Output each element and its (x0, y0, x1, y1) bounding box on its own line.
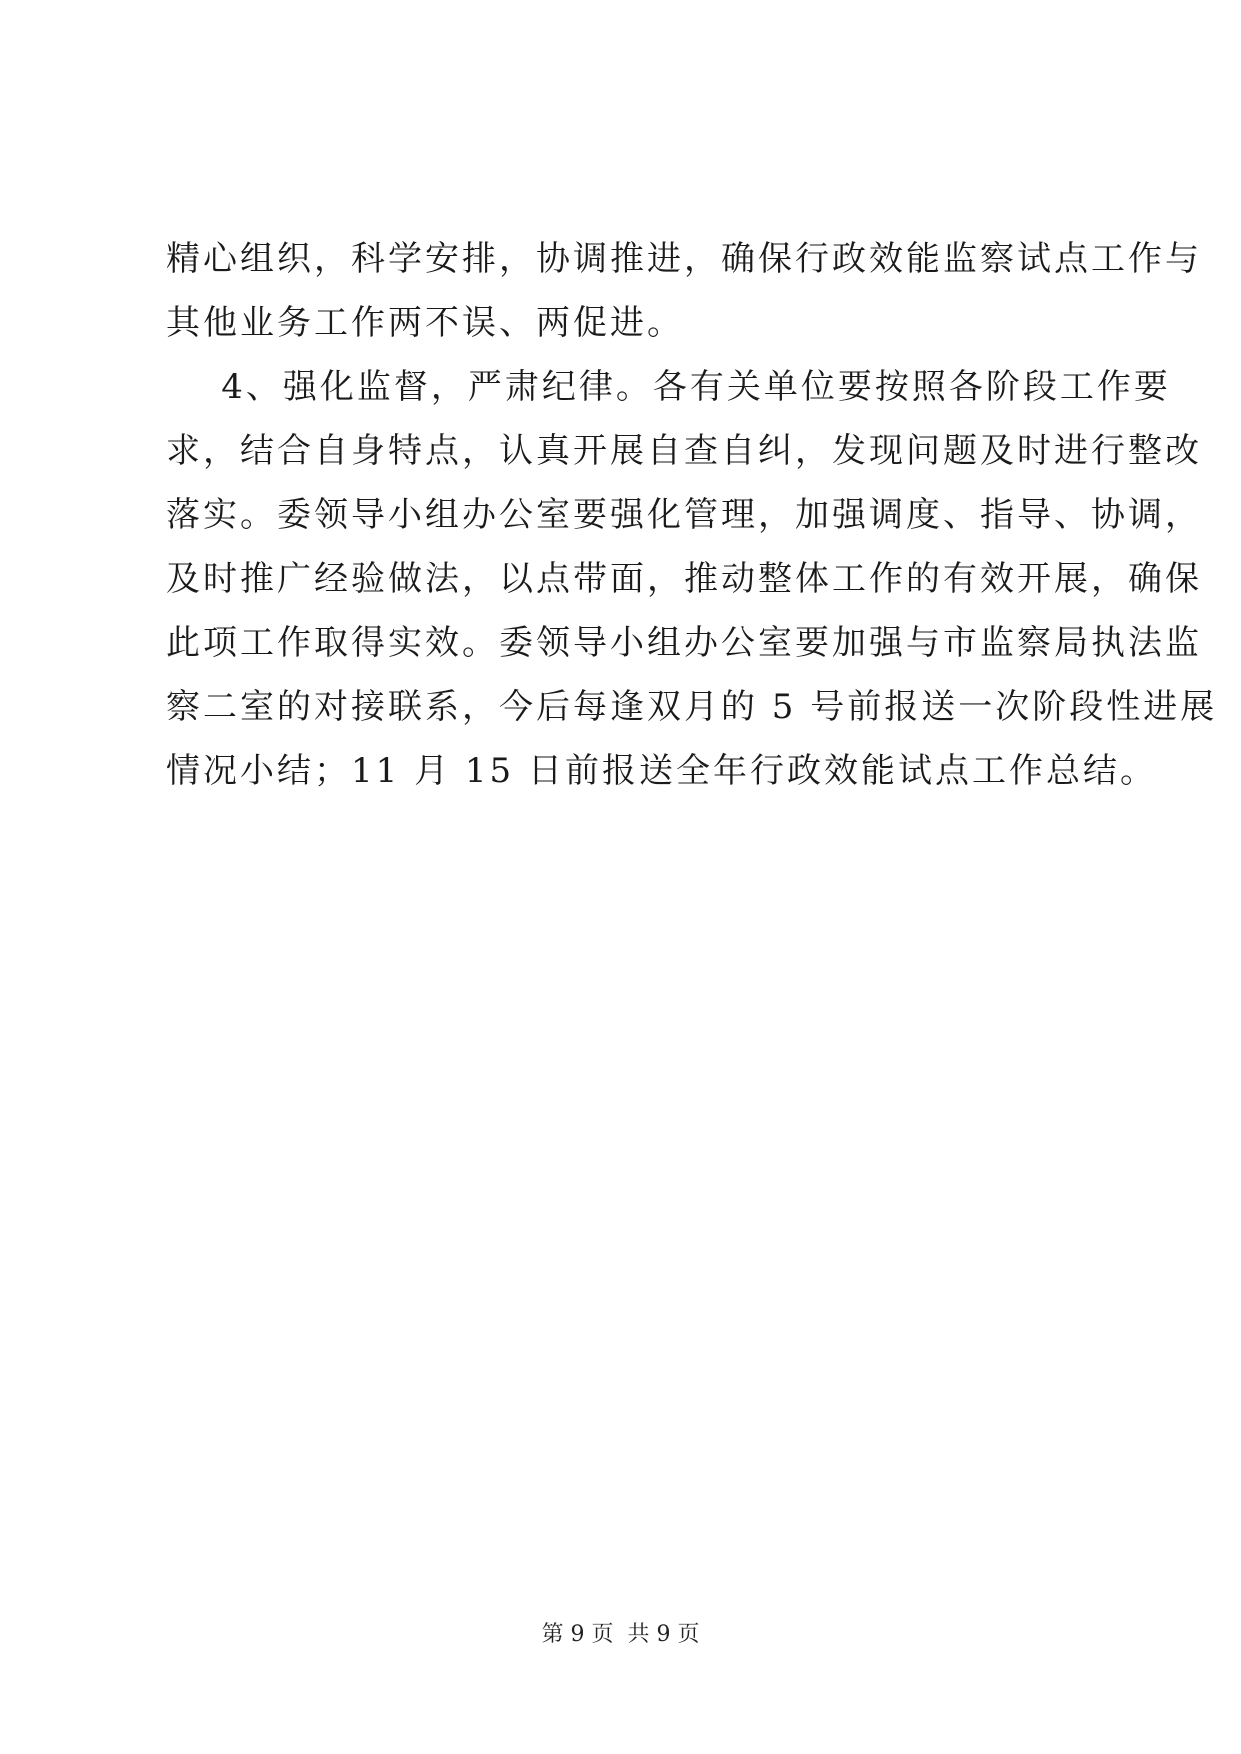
text-line: 及时推广经验做法，以点带面，推动整体工作的有效开展，确保 (166, 559, 1202, 599)
text-line: 精心组织，科学安排，协调推进，确保行政效能监察试点工作与 (166, 239, 1202, 279)
text-line: 求，结合自身特点，认真开展自查自纠，发现问题及时进行整改 (166, 431, 1202, 471)
text-line: 察二室的对接联系，今后每逢双月的 5 号前报送一次阶段性进展 (166, 687, 1218, 727)
text-line: 4、强化监督，严肃纪律。各有关单位要按照各阶段工作要 (166, 367, 1171, 407)
text-line: 情况小结；11 月 15 日前报送全年行政效能试点工作总结。 (166, 751, 1157, 791)
text-line: 此项工作取得实效。委领导小组办公室要加强与市监察局执法监 (166, 623, 1202, 663)
page-number-footer: 第 9 页 共 9 页 (541, 1622, 700, 1647)
text-line: 落实。委领导小组办公室要强化管理，加强调度、指导、协调， (166, 495, 1202, 535)
document-body (166, 227, 1218, 803)
text-line: 其他业务工作两不误、两促进。 (166, 303, 684, 343)
